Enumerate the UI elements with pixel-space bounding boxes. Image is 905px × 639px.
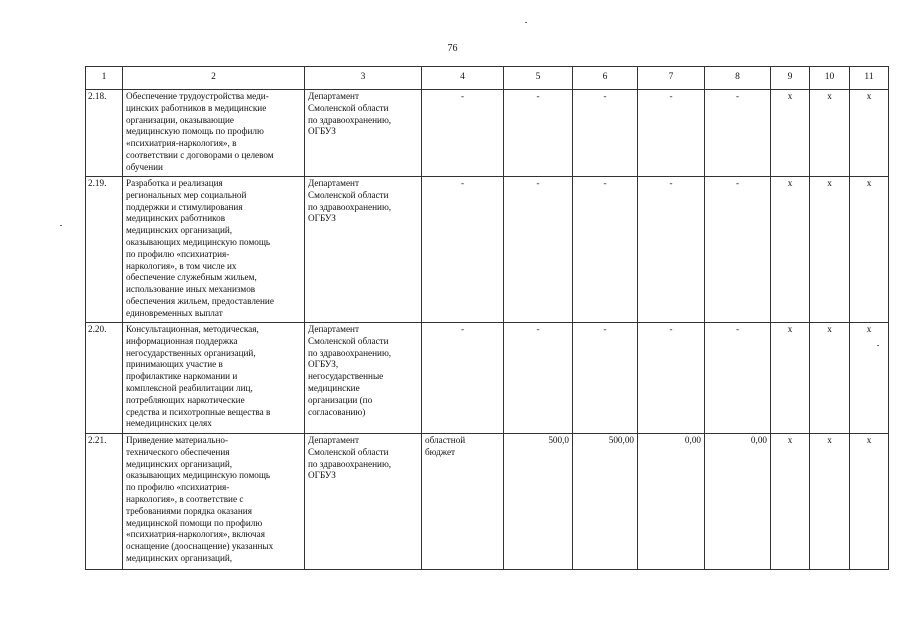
page-number: 76 (447, 43, 458, 54)
header-cell: 9 (771, 67, 810, 90)
header-cell: 10 (810, 67, 850, 90)
table-row (86, 323, 889, 434)
table-row (86, 434, 889, 570)
value-col-10: x (810, 177, 850, 323)
executor: Департамент Смоленской области по здравоохранению, ОГБУЗ, негосударственные медицинские организации (по согласованию) (305, 323, 422, 434)
value-col-8: - (705, 323, 771, 434)
table-row (86, 90, 889, 177)
value-col-7: - (638, 323, 705, 434)
value-col-8: 0,00 (705, 434, 771, 570)
funding-source: - (422, 177, 504, 323)
scan-speck (60, 225, 62, 226)
value-col-5: - (504, 90, 573, 177)
funding-source: - (422, 323, 504, 434)
value-col-11: x (850, 177, 889, 323)
value-col-7: - (638, 177, 705, 323)
event-description: Консультационная, методическая, информационная поддержка негосударственных организаций, принимающих участие в профилактике наркомании и комплексной реабилитации лиц, потребляющих наркотические средства и психотропные вещества в немедицинских целях (123, 323, 305, 434)
header-cell: 2 (123, 67, 305, 90)
executor: Департамент Смоленской области по здравоохранению, ОГБУЗ (305, 90, 422, 177)
value-col-11: x (850, 90, 889, 177)
funding-source: областной бюджет (422, 434, 504, 570)
row-number: 2.20. (86, 323, 123, 434)
value-col-11: x (850, 434, 889, 570)
header-cell: 3 (305, 67, 422, 90)
event-description: Обеспечение трудоустройства меди- цинских работников в медицинские организации, оказывающие медицинскую помощь по профилю «психиатрия-наркология», в соответствии с договорами о целевом обучении (123, 90, 305, 177)
header-cell: 5 (504, 67, 573, 90)
header-cell: 1 (86, 67, 123, 90)
header-cell: 11 (850, 67, 889, 90)
event-description: Приведение материально- технического обеспечения медицинских организаций, оказывающих медицинскую помощь по профилю «психиатрия- наркология», в соответствие с требованиями порядка оказания медицинской помощи по профилю «психиатрия-наркология», включая оснащение (дооснащение) указанных медицинских организаций, (123, 434, 305, 570)
header-cell: 4 (422, 67, 504, 90)
program-table (85, 66, 889, 570)
value-col-5: - (504, 177, 573, 323)
value-col-5: - (504, 323, 573, 434)
value-col-6: - (573, 323, 638, 434)
value-col-6: - (573, 177, 638, 323)
value-col-7: - (638, 90, 705, 177)
header-row (86, 67, 889, 90)
value-col-11: x (850, 323, 889, 434)
value-col-9: x (771, 323, 810, 434)
row-number: 2.19. (86, 177, 123, 323)
value-col-9: x (771, 177, 810, 323)
executor: Департамент Смоленской области по здравоохранению, ОГБУЗ (305, 177, 422, 323)
table-row (86, 177, 889, 323)
value-col-8: - (705, 177, 771, 323)
row-number: 2.21. (86, 434, 123, 570)
value-col-10: x (810, 90, 850, 177)
scan-speck (877, 345, 879, 346)
value-col-8: - (705, 90, 771, 177)
event-description: Разработка и реализация региональных мер социальной поддержки и стимулирования медицинских работников медицинских организаций, оказывающих медицинскую помощь по профилю «психиатрия- наркология», в том числе их обеспечение служебным жильем, использование иных механизмов обеспечения жильем, предоставление единовременных выплат (123, 177, 305, 323)
value-col-9: x (771, 434, 810, 570)
value-col-6: - (573, 90, 638, 177)
header-cell: 6 (573, 67, 638, 90)
value-col-10: x (810, 323, 850, 434)
header-cell: 7 (638, 67, 705, 90)
value-col-7: 0,00 (638, 434, 705, 570)
header-cell: 8 (705, 67, 771, 90)
funding-source: - (422, 90, 504, 177)
value-col-10: x (810, 434, 850, 570)
value-col-9: x (771, 90, 810, 177)
value-col-5: 500,0 (504, 434, 573, 570)
executor: Департамент Смоленской области по здравоохранению, ОГБУЗ (305, 434, 422, 570)
row-number: 2.18. (86, 90, 123, 177)
value-col-6: 500,00 (573, 434, 638, 570)
scan-speck (525, 22, 527, 23)
